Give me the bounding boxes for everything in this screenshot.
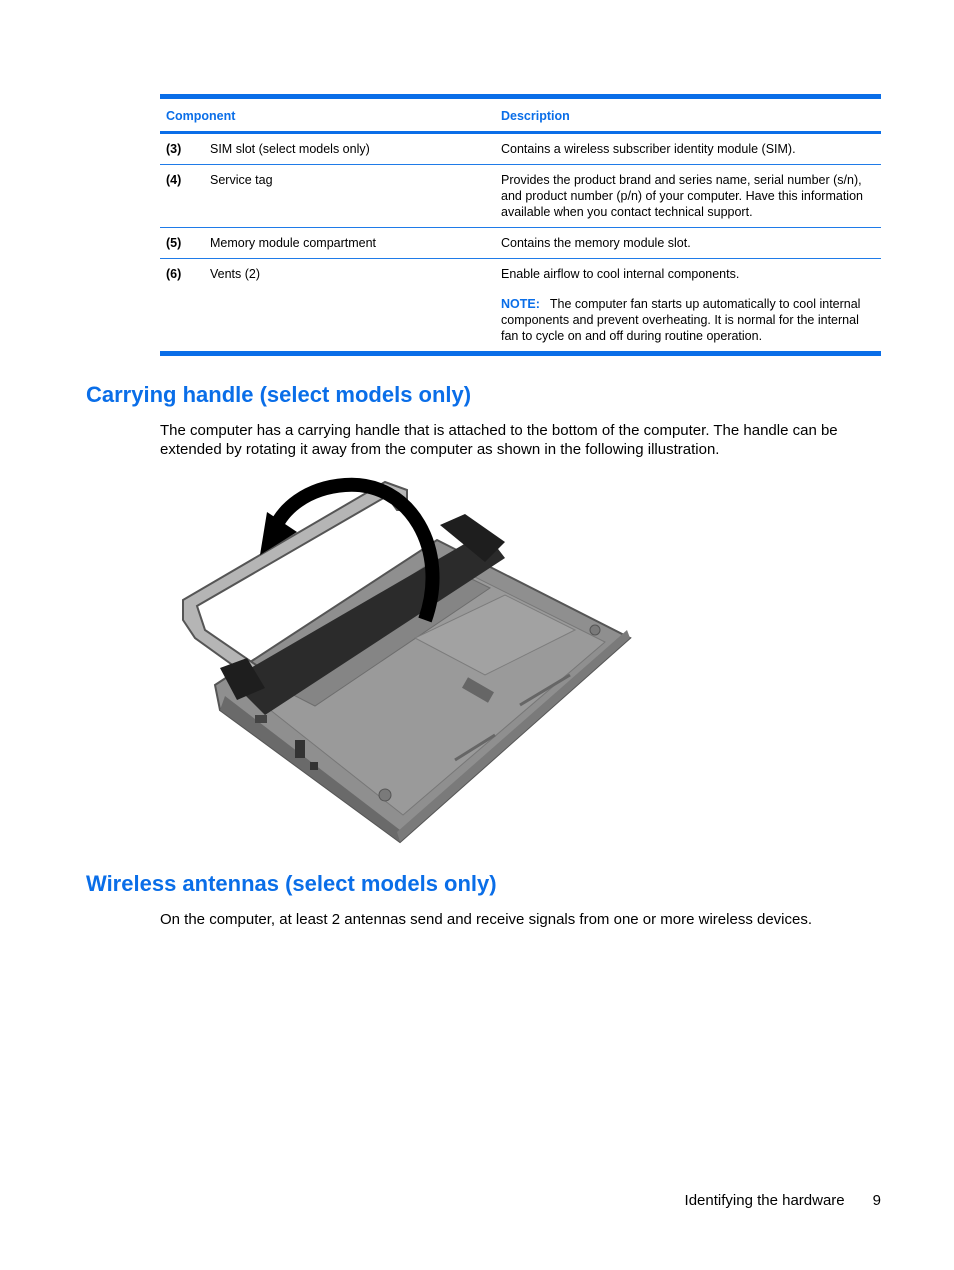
table-row (160, 259, 881, 354)
row-description: Enable airflow to cool internal components. (501, 267, 740, 281)
row-component: Memory module compartment (210, 236, 377, 250)
note-text: The computer fan starts up automatically to cool internal components and prevent overheating. It is normal for the internal fan to cycle on and off during routine operation. (501, 297, 861, 343)
row-description-with-note (495, 259, 881, 354)
laptop-handle-image (175, 470, 640, 850)
table-row (160, 133, 881, 165)
note (501, 296, 875, 344)
table-header-row (160, 97, 881, 133)
header-description: Description (501, 109, 570, 123)
row-number: (3) (166, 142, 182, 156)
table-row (160, 228, 881, 259)
carrying-handle-paragraph: The computer has a carrying handle that is attached to the bottom of the computer. The handle can be extended by rotating it away from the computer as shown in the following illustration. (160, 422, 838, 458)
page-number: 9 (872, 1192, 881, 1209)
row-component: Service tag (210, 173, 273, 187)
row-component: Vents (2) (210, 267, 261, 281)
component-table (160, 94, 881, 356)
header-component: Component (166, 109, 236, 123)
row-number: (4) (166, 173, 182, 187)
row-component: SIM slot (select models only) (210, 142, 370, 156)
row-number: (5) (166, 236, 182, 250)
note-label: NOTE: (501, 297, 540, 311)
row-description: Contains a wireless subscriber identity module (SIM). (501, 142, 796, 156)
row-number: (6) (166, 267, 182, 281)
heading-carrying-handle: Carrying handle (select models only) (86, 382, 472, 407)
row-description: Provides the product brand and series name, serial number (s/n), and product number (p/n) of your computer. Have this information available when you contact technical support. (501, 173, 863, 219)
wireless-antennas-paragraph: On the computer, at least 2 antennas send and receive signals from one or more wireless devices. (160, 911, 813, 928)
heading-wireless-antennas: Wireless antennas (select models only) (86, 871, 497, 896)
carrying-handle-illustration (175, 470, 640, 850)
table-row (160, 165, 881, 228)
footer-chapter: Identifying the hardware (684, 1192, 845, 1209)
page-footer (0, 1192, 881, 1209)
row-description: Contains the memory module slot. (501, 236, 691, 250)
